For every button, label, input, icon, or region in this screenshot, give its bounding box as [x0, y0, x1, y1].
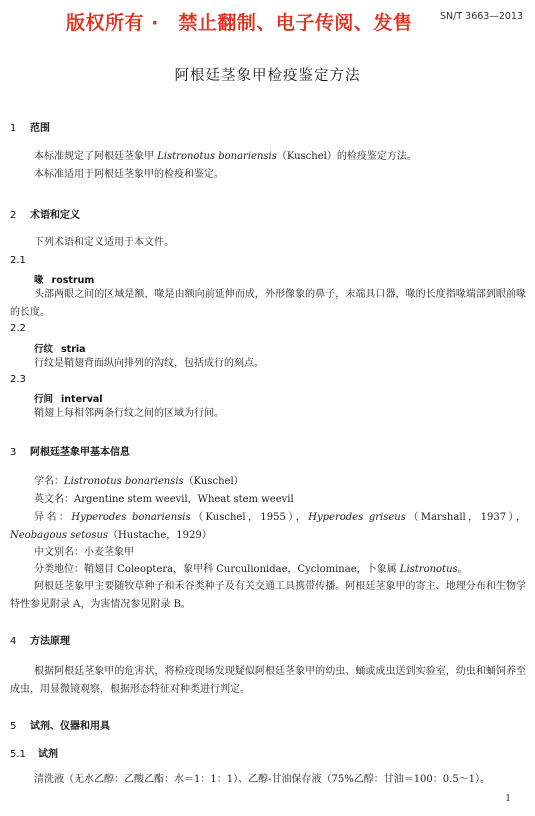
- text-run: （Kuschel）的检疫鉴定方法。: [276, 151, 417, 162]
- section-number: 3: [10, 447, 17, 458]
- subsection-number: 5.1: [10, 749, 26, 760]
- watermark-text: 版权所有 · 禁止翻制、电子传阅、发售: [66, 12, 413, 34]
- standard-number: SN/T 3663—2013: [439, 11, 523, 22]
- clause-number: 2.1: [10, 255, 26, 266]
- term-en: stria: [61, 344, 86, 355]
- paragraph: 阿根廷茎象甲主要随牧草种子和禾谷类种子及有关交通工具携带传播。阿根廷茎象甲的寄主、地理分布和生物学特性参见附录 A，为害情况参见附录 B。: [10, 581, 526, 610]
- section-heading-2: [10, 206, 80, 221]
- term-en: rostrum: [51, 275, 95, 286]
- section-heading-5: [10, 717, 110, 732]
- species-name: Listronotus bonariensis: [157, 151, 277, 162]
- term-entry: [34, 341, 86, 355]
- section-title: 试剂、仪器和用具: [30, 721, 110, 732]
- paragraph: [10, 148, 526, 166]
- genus-name: Listronotus: [399, 564, 458, 575]
- section-heading-3: [10, 443, 130, 458]
- info-line: [10, 509, 526, 544]
- subsection-title: 试剂: [38, 749, 58, 760]
- clause-number: 2.3: [10, 374, 26, 385]
- text-run: 本标准规定了阿根廷茎象甲: [34, 151, 158, 162]
- section-title: 术语和定义: [30, 210, 80, 221]
- term-zh: 喙: [34, 275, 44, 286]
- info-line: 中文别名：小麦茎象甲: [34, 547, 134, 558]
- info-line: [10, 561, 526, 579]
- term-definition: 行纹是鞘翅背面纵向排列的沟纹，包括成行的刻点。: [34, 358, 264, 369]
- paragraph: 根据阿根廷茎象甲的危害状，将检疫现场发现疑似阿根廷茎象甲的幼虫、蛹或成虫送到实验室，幼虫和蛹饲养至成虫，用显微镜观察，根据形态特征对种类进行判定。: [10, 666, 526, 695]
- text-run: 分类地位：鞘翅目 Coleoptera，象甲科 Curculionidae，Cyclominae，卜象属: [34, 564, 400, 575]
- text-run: 学名：: [34, 476, 64, 487]
- subsection-heading-5-1: [10, 745, 58, 760]
- term-definition: 鞘翅上每相邻两条行纹之间的区域为行间。: [34, 408, 224, 419]
- section-heading-1: [10, 119, 50, 134]
- page-number: 1: [505, 794, 511, 804]
- text-run: （Marshall，1937），: [405, 512, 527, 523]
- term-entry: [34, 272, 94, 286]
- section-heading-4: [10, 632, 70, 647]
- section-title: 方法原理: [30, 636, 70, 647]
- species-name: Hyperodes bonariensis: [71, 512, 191, 523]
- text-run: （Kuschel）: [183, 476, 244, 487]
- term-zh: 行间: [34, 394, 54, 405]
- section-title: 范围: [30, 123, 50, 134]
- clause-number: 2.2: [10, 323, 26, 334]
- info-line: 英文名：Argentine stem weevil，Wheat stem weevil: [34, 494, 294, 505]
- term-definition: 头部两眼之间的区域是额，喙是由额向前延伸而成，外形像象的鼻子，末端具口器，喙的长度指喙端部到眼前喙的长度。: [10, 289, 526, 318]
- term-entry: [34, 391, 103, 405]
- term-zh: 行纹: [34, 344, 54, 355]
- section-number: 1: [10, 123, 17, 134]
- section-number: 2: [10, 210, 17, 221]
- term-en: interval: [61, 394, 103, 405]
- species-name: Hyperodes griseus: [308, 512, 406, 523]
- text-run: （Kuschel，1955），: [190, 512, 309, 523]
- section-number: 4: [10, 636, 17, 647]
- text-run: （Hustache，1929）: [108, 529, 212, 541]
- info-line: [10, 473, 526, 491]
- paragraph: 下列术语和定义适用于本文件。: [34, 237, 174, 248]
- paragraph: 清洗液（无水乙醇：乙酸乙酯：水＝1：1：1）、乙醇-甘油保存液（75%乙醇：甘油＝100：0.5～1）。: [34, 774, 491, 785]
- paragraph: 本标准适用于阿根廷茎象甲的检疫和鉴定。: [34, 169, 224, 180]
- species-name: Neobagous setosus: [10, 529, 109, 541]
- text-run: 。: [457, 564, 468, 575]
- species-name: Listronotus bonariensis: [64, 476, 184, 487]
- document-title: 阿根廷茎象甲检疫鉴定方法: [174, 68, 361, 84]
- section-number: 5: [10, 721, 17, 732]
- text-run: 异名：: [34, 512, 72, 523]
- section-title: 阿根廷茎象甲基本信息: [30, 447, 130, 458]
